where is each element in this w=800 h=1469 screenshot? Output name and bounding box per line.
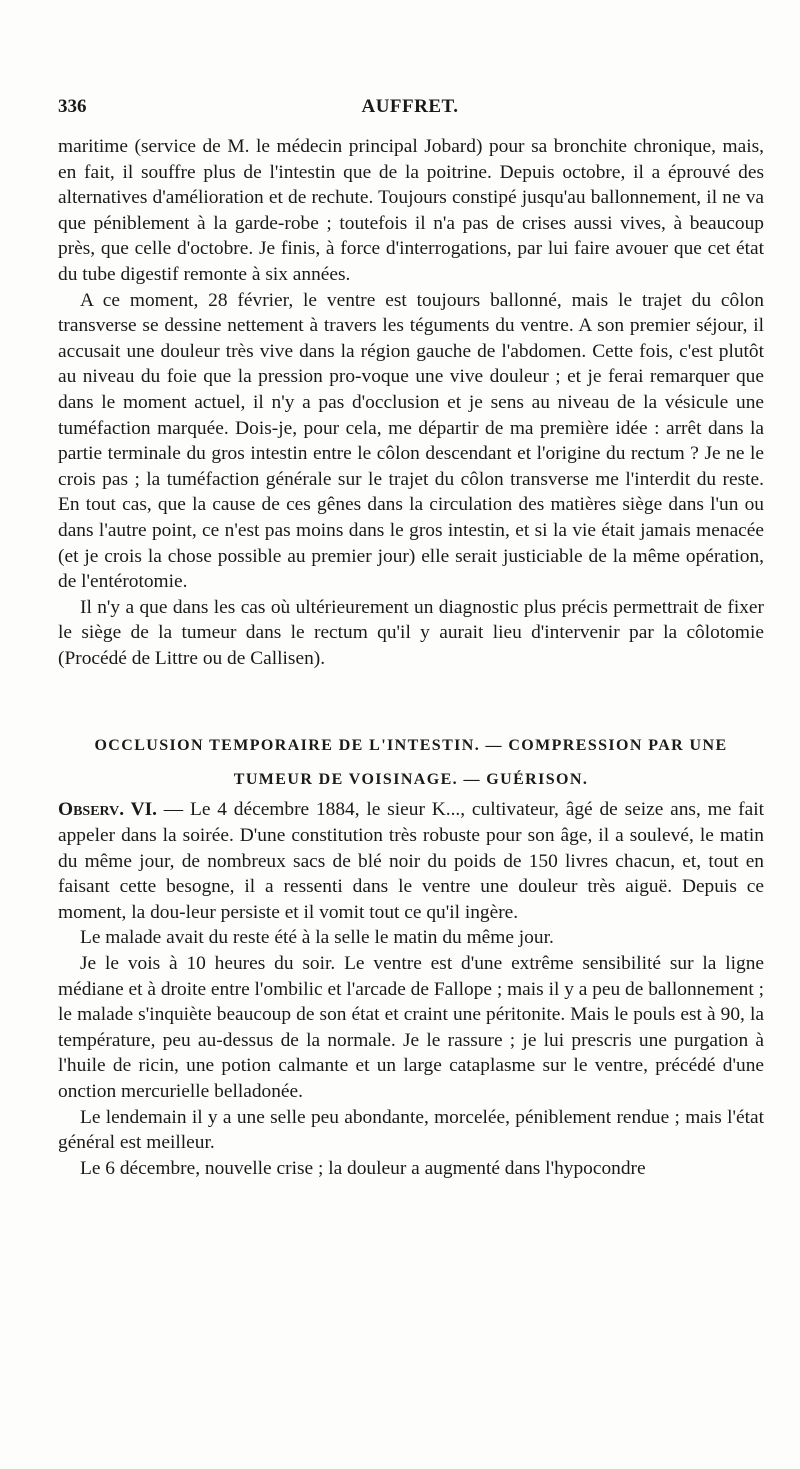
paragraph: Le 6 décembre, nouvelle crise ; la douleur a augmenté dans l'hypocondre (80, 1157, 646, 1179)
paragraph: Il n'y a que dans les cas où ultérieurement un diagnostic plus précis permettrait de fixer le siège de la tumeur dans le rectum qu'il y aurait lieu d'intervenir par la côlotomie (Procédé de Littre ou de Callisen). (58, 596, 764, 669)
section-title (58, 729, 764, 797)
paragraph: Le lendemain il y a une selle peu abondante, morcelée, péniblement rendue ; mais l'état général est meilleur. (58, 1106, 764, 1154)
section-title-line-1: OCCLUSION TEMPORAIRE DE L'INTESTIN. — COMPRESSION PAR UNE (94, 737, 728, 755)
paragraph: Je le vois à 10 heures du soir. Le ventre est d'une extrême sensibilité sur la ligne médiane et à droite entre l'ombilic et l'arcade de Fallope ; mais il y a peu de ballonnement ; le malade s'inquiète beaucoup de son état et craint une péritonite. Mais le pouls est à 90, la température, peu au-dessus de la normale. Je le rassure ; je lui prescris une purgation à l'huile de ricin, une potion calmante et un large cataplasme sur le ventre, précédé d'une onction mercurielle belladonée. (58, 953, 764, 1102)
body-text (58, 134, 764, 1181)
paragraph: A ce moment, 28 février, le ventre est toujours ballonné, mais le trajet du côlon transverse se dessine nettement à travers les téguments du ventre. A son premier séjour, il accusait une douleur très vive dans la région gauche de l'abdomen. Cette fois, c'est plutôt au niveau du foie que la pression pro-voque une vive douleur ; et je ferai remarquer que dans le moment actuel, il n'y a pas d'occlusion et je sens au niveau de la vésicule une tuméfaction marquée. Dois-je, pour cela, me départir de ma première idée : arrêt dans la partie terminale du gros intestin entre le côlon descendant et l'origine du rectum ? Je ne le crois pas ; la tuméfaction générale sur le trajet du côlon transverse me l'interdit du reste. En tout cas, que la cause de ces gênes dans la circulation des matières siège dans l'un ou dans l'autre point, ce n'est pas moins dans le gros intestin, et si la vie était jamais menacée (et je crois la chose possible au premier jour) elle serait justiciable de la même opération, de l'entérotomie. (58, 289, 764, 593)
paragraph-continuation: maritime (service de M. le médecin principal Jobard) pour sa bronchite chronique, mais, en fait, il souffre plus de l'intestin que de la poitrine. Depuis octobre, il a éprouvé des alternatives d'amélioration et de rechute. Toujours constipé jusqu'au ballonnement, il ne va que péniblement à la garde-robe ; toutefois il n'a pas de crises aussi vives, à beaucoup près, que celle d'octobre. Je finis, à force d'interrogations, par lui faire avouer que cet état du tube digestif remonte à six années. (58, 136, 764, 285)
page-number: 336 (58, 96, 87, 117)
paragraph: Le malade avait du reste été à la selle le matin du même jour. (80, 927, 554, 949)
observation-paragraph (58, 797, 764, 925)
section-title-line-2: TUMEUR DE VOISINAGE. — GUÉRISON. (233, 771, 589, 789)
observation-text: — Le 4 décembre 1884, le sieur K..., cultivateur, âgé de seize ans, me fait appeler dans la soirée. D'une constitution très robuste pour son âge, il a soulevé, le matin du même jour, de nombreux sacs de blé noir du poids de 150 livres chacun, et, tout en faisant cette besogne, il a ressenti dans le ventre une douleur très aiguë. Depuis ce moment, la dou-leur persiste et il vomit tout ce qu'il ingère. (58, 799, 764, 923)
observation-label: Observ. VI. (58, 799, 157, 821)
running-title: AUFFRET. (361, 96, 459, 117)
